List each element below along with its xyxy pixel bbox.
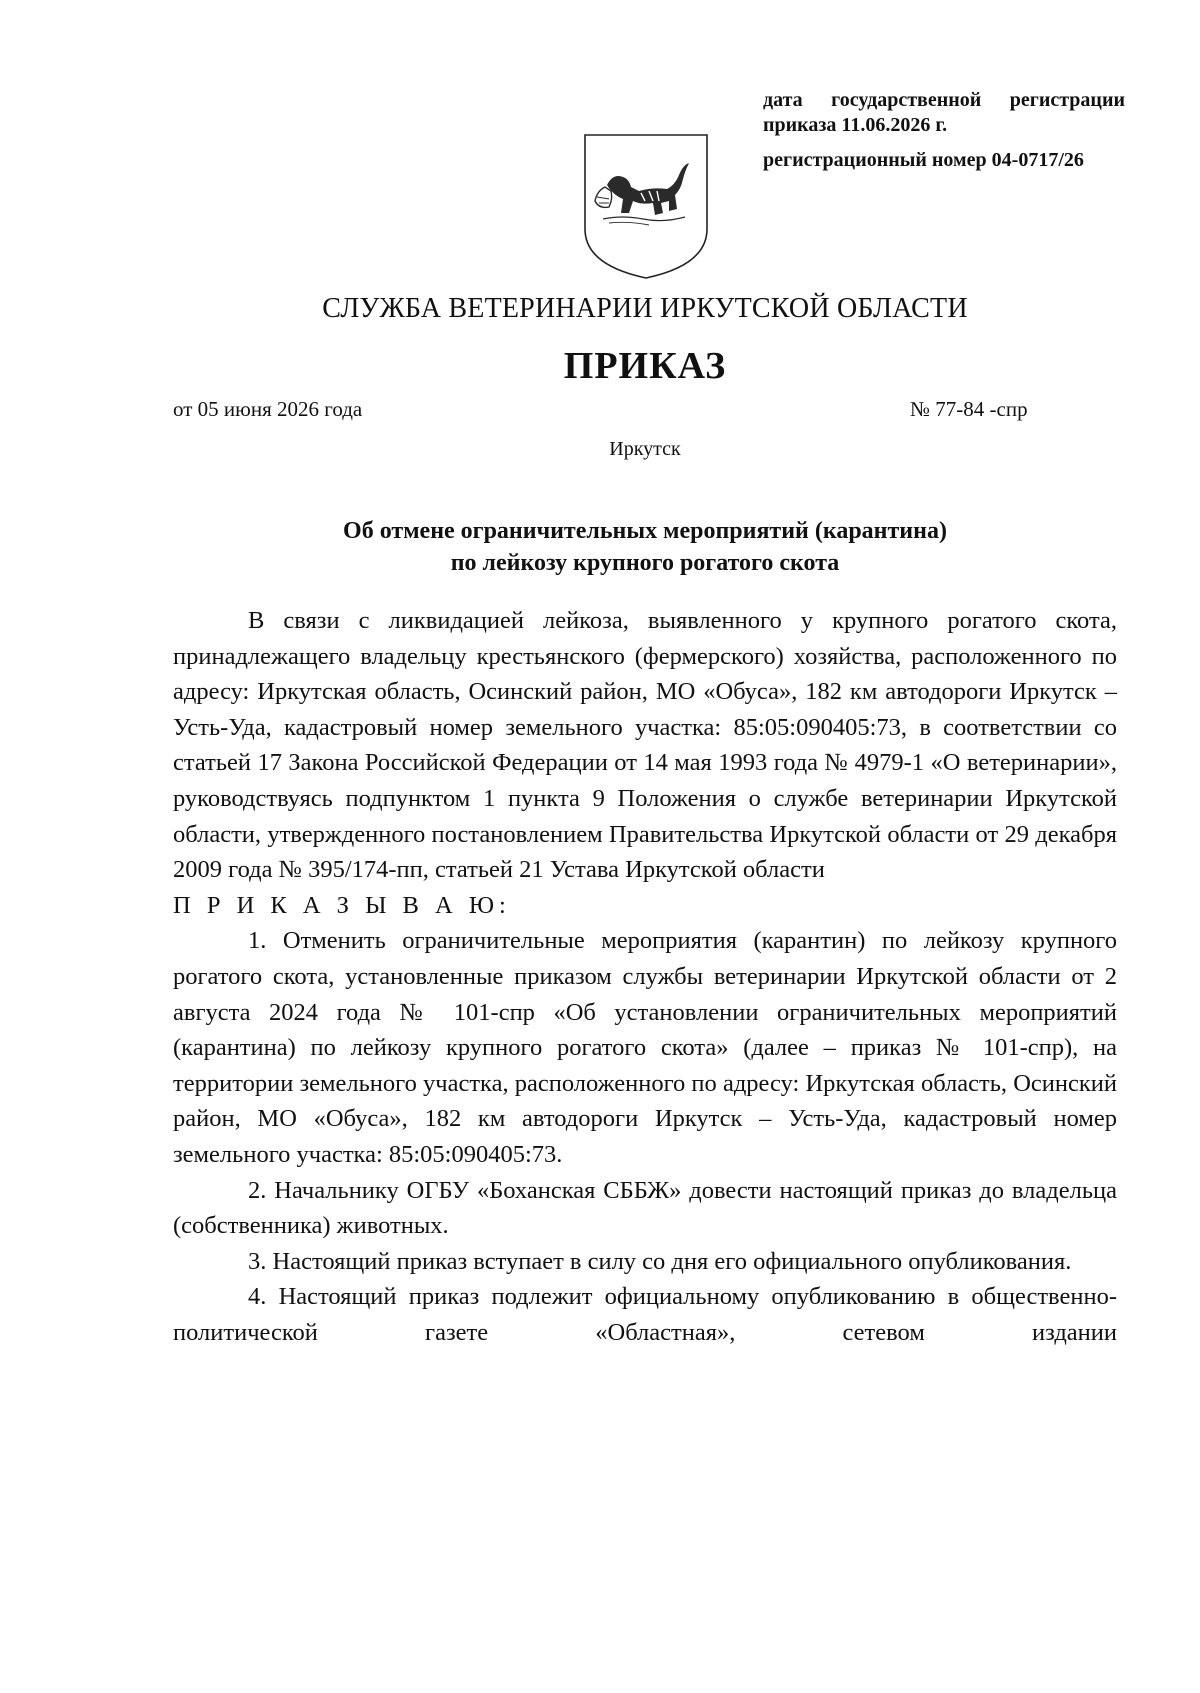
registration-number: регистрационный номер 04-0717/26 bbox=[763, 149, 1084, 171]
document-type: ПРИКАЗ bbox=[563, 345, 727, 387]
order-date: от 05 июня 2026 года bbox=[173, 397, 363, 421]
order-item-2: 2. Начальнику ОГБУ «Боханская СББЖ» довести настоящий приказ до владельца (собственника) животных. bbox=[173, 1176, 1117, 1240]
order-title-line-1: Об отмене ограничительных мероприятий (карантина) bbox=[343, 518, 947, 544]
order-number: № 77-84 -спр bbox=[910, 397, 1028, 421]
irkutsk-coat-of-arms-icon bbox=[583, 133, 709, 280]
order-city: Иркутск bbox=[609, 438, 681, 460]
order-item-3: 3. Настоящий приказ вступает в силу со дня его официального опубликования. bbox=[248, 1247, 1072, 1275]
order-item-1: 1. Отменить ограничительные мероприятия (карантин) по лейкозу крупного рогатого скота, установленные приказом службы ветеринарии Иркутской области от 2 августа 2024 года № 101-спр «Об установлении ограничительных мероприятий (карантина) по лейкозу крупного рогатого скота» (далее – приказ № 101-спр), на территории земельного участка, расположенного по адресу: Иркутская область, Осинский район, МО «Обуса», 182 км автодороги Иркутск – Усть-Уда, кадастровый номер земельного участка: 85:05:090405:73. bbox=[173, 927, 1117, 1168]
order-title-line-2: по лейкозу крупного рогатого скота bbox=[450, 550, 840, 576]
order-title bbox=[173, 515, 1117, 579]
registration-date-line-2: приказа 11.06.2026 г. bbox=[763, 114, 948, 136]
registration-date-line-1: дата государственной регистрации bbox=[763, 89, 1125, 111]
order-item-4: 4. Настоящий приказ подлежит официальному опубликованию в общественно-политической газете «Областная», сетевом издании bbox=[173, 1283, 1117, 1346]
registration-stamp bbox=[763, 88, 1163, 173]
order-word: П Р И К А З Ы В А Ю: bbox=[173, 891, 511, 919]
order-body bbox=[173, 603, 1117, 1350]
preamble-paragraph: В связи с ликвидацией лейкоза, выявленного у крупного рогатого скота, принадлежащего владельцу крестьянского (фермерского) хозяйства, расположенного по адресу: Иркутская область, Осинский район, МО «Обуса», 182 км автодороги Иркутск – Усть-Уда, кадастровый номер земельного участка: 85:05:090405:73, в соответствии со статьей 17 Закона Российской Федерации от 14 мая 1993 года № 4979-1 «О ветеринарии», руководствуясь подпунктом 1 пункта 9 Положения о службе ветеринарии Иркутской области, утвержденного постановлением Правительства Иркутской области от 29 декабря 2009 года № 395/174-пп, статьей 21 Устава Иркутской области bbox=[173, 607, 1117, 884]
service-name: СЛУЖБА ВЕТЕРИНАРИИ ИРКУТСКОЙ ОБЛАСТИ bbox=[322, 293, 968, 324]
